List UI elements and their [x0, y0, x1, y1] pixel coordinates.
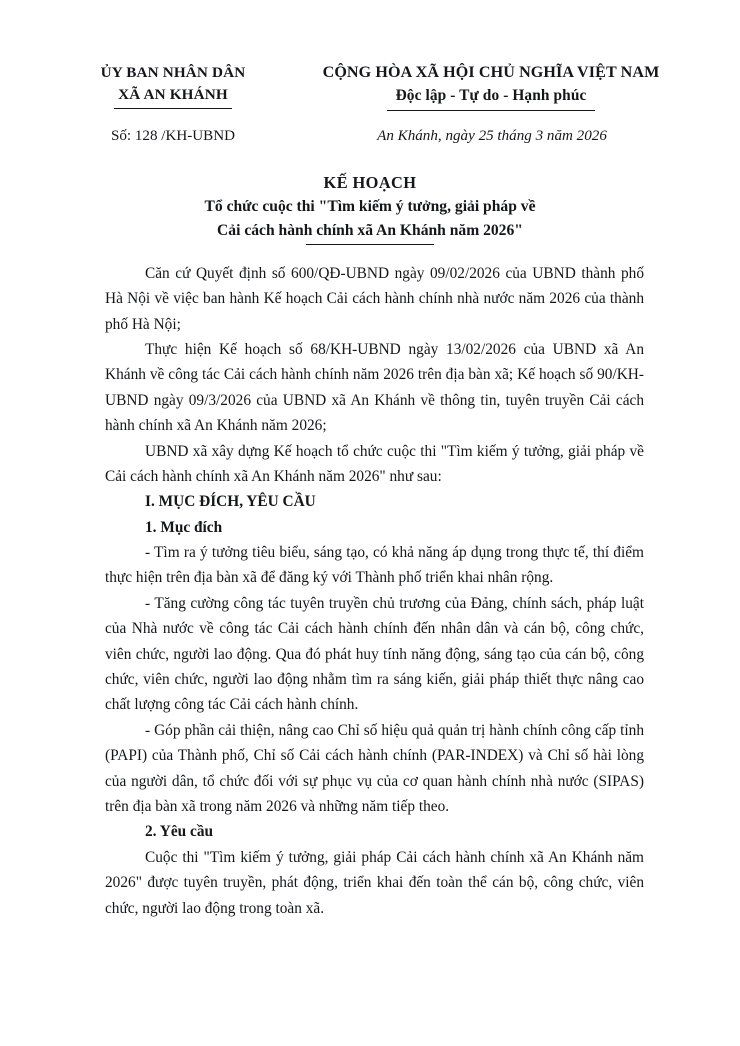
issuing-authority-line-2: XÃ AN KHÁNH: [118, 85, 228, 103]
section-heading-purpose-requirements: I. MỤC ĐÍCH, YÊU CẦU: [145, 493, 316, 511]
paragraph-legal-basis-1: Căn cứ Quyết định số 600/QĐ-UBND ngày 09/02/2026 của UBND thành phố Hà Nội về việc ban hành Kế hoạch Cải cách hành chính nhà nước năm 2026 của thành phố Hà Nội;: [105, 264, 644, 333]
paragraph-requirements-body: Cuộc thi "Tìm kiếm ý tưởng, giải pháp Cải cách hành chính xã An Khánh năm 2026" được tuyên truyền, phát động, triển khai đến toàn thể cán bộ, công chức, viên chức, người lao động trong toàn xã.: [105, 848, 644, 917]
document-title: KẾ HOẠCH: [323, 173, 417, 193]
document-subtitle-line-2: Cải cách hành chính xã An Khánh năm 2026": [217, 221, 523, 239]
subsection-heading-purpose: 1. Mục đích: [145, 518, 223, 536]
national-motto: Độc lập - Tự do - Hạnh phúc: [395, 86, 587, 104]
place-and-date: An Khánh, ngày 25 tháng 3 năm 2026: [377, 128, 607, 145]
national-motto-underline: [387, 110, 595, 111]
issuing-authority-block: [40, 62, 288, 109]
national-heading-block: [288, 62, 700, 111]
document-body: [0, 261, 740, 921]
paragraph-purpose-item-3: - Góp phần cải thiện, nâng cao Chỉ số hiệu quả quản trị hành chính công cấp tỉnh (PAPI) của Thành phố, Chỉ số Cải cách hành chính (PAR-INDEX) và Chỉ số hài lòng của người dân, tổ chức đối với sự phục vụ của cơ quan hành chính nhà nước (SIPAS) trên địa bàn xã trong năm 2026 và những năm tiếp theo.: [105, 721, 644, 815]
paragraph-purpose-item-2: - Tăng cường công tác tuyên truyền chủ trương của Đảng, chính sách, pháp luật của Nhà nước về công tác Cải cách hành chính đến nhân dân và cán bộ, công chức, viên chức, người lao động. Qua đó phát huy tính năng động, sáng tạo của cán bộ, công chức, viên chức, người lao động nhằm tìm ra sáng kiến, giải pháp thiết thực nâng cao chất lượng công tác Cải cách hành chính.: [105, 594, 644, 714]
document-title-underline: [306, 244, 434, 245]
paragraph-legal-basis-2: Thực hiện Kế hoạch số 68/KH-UBND ngày 13/02/2026 của UBND xã An Khánh về công tác Cải cách hành chính năm 2026 trên địa bàn xã; Kế hoạch số 90/KH-UBND ngày 09/3/2026 của UBND xã An Khánh về thông tin, tuyên truyền Cải cách hành chính xã An Khánh năm 2026;: [105, 340, 644, 435]
national-title: CỘNG HÒA XÃ HỘI CHỦ NGHĨA VIỆT NAM: [322, 64, 660, 81]
document-title-block: [0, 172, 740, 245]
document-number: Số: 128 /KH-UBND: [110, 128, 236, 145]
subsection-heading-requirements: 2. Yêu cầu: [145, 823, 214, 841]
issuing-authority-underline: [114, 108, 232, 109]
paragraph-purpose-item-1: - Tìm ra ý tưởng tiêu biểu, sáng tạo, có khả năng áp dụng trong thực tế, thí điểm thực hiện trên địa bàn xã để đăng ký với Thành phố triển khai nhân rộng.: [105, 544, 644, 587]
document-header-subline: [0, 111, 740, 145]
paragraph-plan-statement: UBND xã xây dựng Kế hoạch tổ chức cuộc thi "Tìm kiếm ý tưởng, giải pháp về Cải cách hành chính xã An Khánh năm 2026" như sau:: [105, 442, 644, 485]
document-subtitle-line-1: Tổ chức cuộc thi "Tìm kiếm ý tưởng, giải pháp về: [204, 197, 536, 215]
document-header: [0, 0, 740, 111]
issuing-authority-line-1: ỦY BAN NHÂN DÂN: [100, 64, 246, 81]
